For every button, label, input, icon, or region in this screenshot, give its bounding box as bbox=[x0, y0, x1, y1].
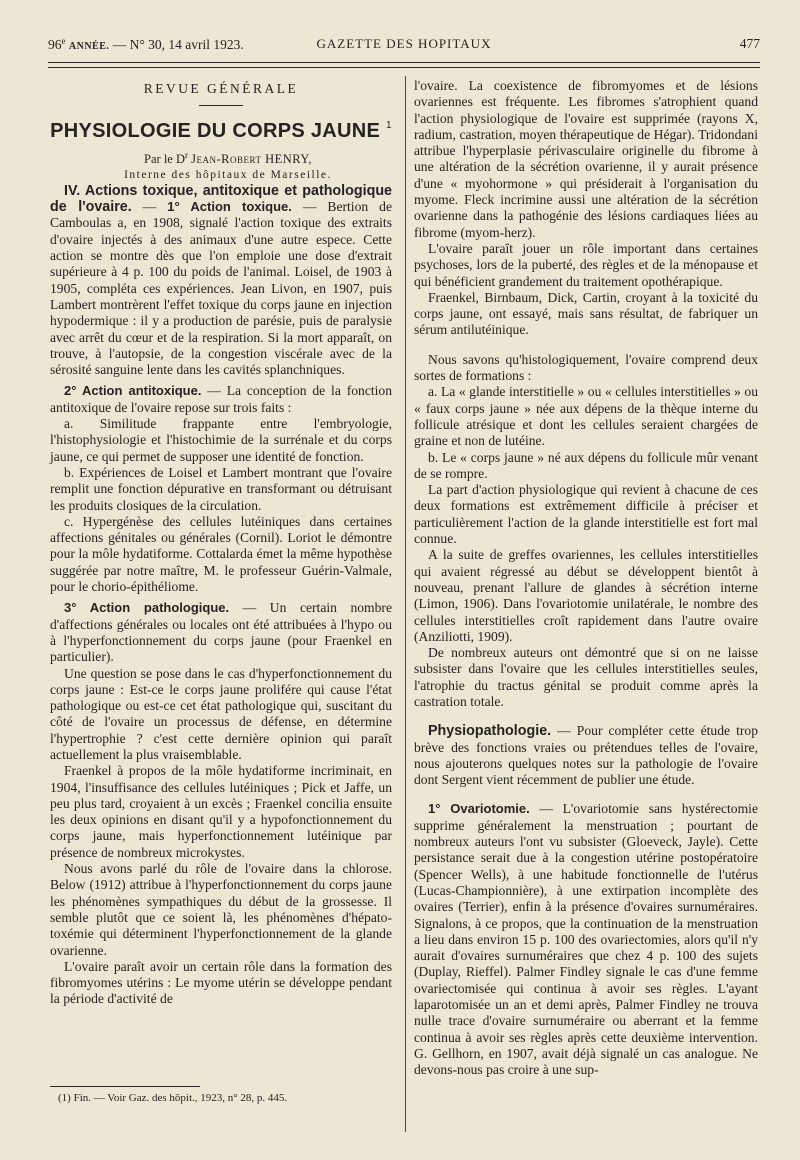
paragraph: a. Similitude frappante entre l'embryologie, l'histophysiologie et l'histochimie de la surrénale et du corps jaune, ce qui permet de supposer une identité de fonction. bbox=[50, 416, 392, 464]
paragraph: L'ovaire paraît jouer un rôle important dans certaines psychoses, lors de la puberté, des règles et de la ménopause et qui bénéficient grandement du traitement opothérapique. bbox=[414, 240, 758, 289]
author-line: Par le $D^r$ Jean-Robert HENRY, bbox=[144, 149, 312, 166]
paragraph: l'ovaire. La coexistence de fibromyomes et de lésions ovariennes est fréquente. Les fibromes s'atrophient quand l'action physiologique de l'ovaire est supprimée (rayons X, radium, castration, moyen thérapeutique de Hégar). Tridondani attribue l'hyperplasie périvasculaire originelle du fibrome à une altération de la sécrétion ovarienne, il y aurait présence d'une « myohormone » qui présiderait à l'organisation du myome. Fleck incrimine aussi une altération de la sécrétion ovarienne dans la pathogénie des lésions cardiaques liées au fibrome (myom-herz). bbox=[414, 78, 758, 240]
paragraph: Fraenkel, Birnbaum, Dick, Cartin, croyant à la toxicité du corps jaune, ont essayé, mais sans résultat, de fabriquer un sérum antilutéinique. bbox=[414, 289, 758, 338]
right-column bbox=[414, 78, 758, 1079]
left-column bbox=[50, 78, 392, 1008]
footnote: (1) Fin. — Voir Gaz. des hôpit., 1923, n° 28, p. 445. bbox=[58, 1092, 288, 1104]
running-header bbox=[48, 36, 760, 56]
issue-info: 96e ANNÉE. — N° 30, 14 avril 1923. bbox=[48, 36, 244, 52]
paragraph: Nous avons parlé du rôle de l'ovaire dans la chlorose. Below (1912) attribue à l'hyperfonctionnement du corps jaune les phénomènes sympathiques du début de la grossesse. Il semble plutôt que ce soient là, les phénomènes d'hépato-toxémie qui déterminent l'hyperfonctionnement de la glande ovarienne. bbox=[50, 861, 392, 958]
paragraph: 3° Action pathologique. — Un certain nombre d'affections générales ou locales ont été attribuées à l'hypo ou à l'hyperfonctionnement du corps jaune (pour Fraenkel en particulier). bbox=[50, 600, 392, 665]
article-title: PHYSIOLOGIE DU CORPS JAUNE $^1$ bbox=[50, 120, 392, 143]
paragraph: L'ovaire paraît avoir un certain rôle dans la formation des fibromyomes utérins : Le myome utérin se développe pendant la période d'activité de bbox=[50, 958, 392, 1007]
header-rule-top bbox=[48, 62, 760, 63]
paragraph: La part d'action physiologique qui revient à chacune de ces deux formations est extrêmement difficile à préciser et particulièrement l'action de la glande interstitielle est fort mal connue. bbox=[414, 482, 758, 547]
paragraph: a. La « glande interstitielle » ou « cellules interstitielles » ou « faux corps jaune » née aux dépens de la thèque interne du follicule atrésique et dont les cellules seraient chargées de graine et non de lutéine. bbox=[414, 384, 758, 449]
paragraph: 1° Ovariotomie. — L'ovariotomie sans hystérectomie supprime généralement la menstruation ; pourtant de nombreux auteurs l'ont vu subsister (Gloeveck, Jayle). Cette persistance serait due à la congestion utérine postopératoire (Spencer Wells), à une habitude fonctionnelle de l'utérus (Lucas-Championnière), à une extirpation incomplète des ovaires (Terrier), enfin à la présence d'ovaires surnuméraires. Signalons, à ce propos, que la continuation de la menstruation a lieu dans environ 15 p. 100 des ovariectomies, alors qu'il n'y aurait d'ovaires surnuméraires que chez 4 p. 100 des sujets (Duplay, Rieffel). Palmer Findley signale le cas d'une femme ovariectomisée qui continua à avoir ses règles. L'ayant laparotomisée un an et demi après, Palmer Findley ne trouva nulle trace d'ovaire surnuméraire ou aberrant et la femme continua à avoir ses règles après cette deuxième intervention. G. Gellhorn, en 1907, avait déjà signalé un cas analogue. Ne devons-nous pas croire à une sup- bbox=[414, 801, 758, 1078]
footnote-rule bbox=[50, 1086, 200, 1087]
paragraph: A la suite de greffes ovariennes, les cellules interstitielles qui avaient régressé au début se développent bientôt à nouveau, prenant l'allure de glandes à sécrétion interne (Limon, 1906). Dans l'ovariotomie unilatérale, le nombre des cellules interstitielles croît rapidement dans l'autre ovaire (Anziliotti, 1909). bbox=[414, 547, 758, 644]
paragraph: Fraenkel à propos de la môle hydatiforme incriminait, en 1904, l'insuffisance des cellules lutéiniques ; Pick et Jaffe, un peu plus tard, croyaient à un excès ; Fraenkel concilia ensuite les deux opinions en disant qu'il y a hypofonctionnement du corps jaune, mais hyperfonctionnement lutéinique par présence de nombreux microkystes. bbox=[50, 763, 392, 860]
paragraph: IV. Actions toxique, antitoxique et pathologique de l'ovaire. — 1° Action toxique. — Bertion de Camboulas a, en 1908, signalé l'action toxique des extraits d'ovaire injectés à des animaux d'une autre espece. Cette action se montre dès que l'on emploie une dose d'extrait supérieure à 4 p. 100 du poids de l'animal. Loisel, de 1903 à 1905, compléta ces expériences. Jean Livon, en 1907, puis Lambert montrèrent l'effet toxique du corps jaune en injection hypodermique : il y a production de parésie, puis de paralysie avec arrêt du cœur et de la respiration. Si la mort apparaît, on trouve, à l'autopsie, de la congestion viscérale avec de la sérosité sanguine lente dans les cavités splanchniques. bbox=[50, 182, 392, 378]
paragraph: Une question se pose dans le cas d'hyperfonctionnement du corps jaune : Est-ce le corps jaune prolifére qui cause l'état pathologique ou est-ce cet état pathologique qui, suscitant du côté de l'ovaire un processus de défense, en détermine l'hypertrophie ? c'est cette dernière opinion qui paraît actuellement la plus vraisemblable. bbox=[50, 665, 392, 762]
section-heading: REVUE GÉNÉRALE bbox=[143, 81, 299, 96]
paragraph: Nous savons qu'histologiquement, l'ovaire comprend deux sortes de formations : bbox=[414, 351, 758, 384]
paragraph: c. Hypergénèse des cellules lutéiniques dans certaines affections génitales ou générales (Cornil). Loriot le démontre pour la môle hydatiforme. Cottalarda émet la même hypothèse suggérée par notre maître, M. le professeur Guérin-Valmale, pour le chorio-épithéliome. bbox=[50, 513, 392, 595]
paragraph: 2° Action antitoxique. — La conception de la fonction antitoxique de l'ovaire repose sur trois faits : bbox=[50, 383, 393, 415]
paragraph: De nombreux auteurs ont démontré que si on ne laisse subsister dans l'ovaire que les cellules interstitielles seules, l'atrophie du tractus génital se produit comme après la castration totale. bbox=[414, 645, 758, 709]
column-divider bbox=[405, 76, 406, 1132]
paragraph: b. Expériences de Loisel et Lambert montrant que l'ovaire remplit une fonction dépurative en transformant ou détruisant les produits closiques de la circulation. bbox=[50, 464, 392, 513]
header-rule-bottom bbox=[48, 67, 760, 68]
paragraph: b. Le « corps jaune » né aux dépens du follicule mûr venant de se rompre. bbox=[414, 449, 758, 481]
page-number: 477 bbox=[739, 36, 760, 51]
title-footnote-mark: 1 bbox=[386, 120, 392, 132]
author-affiliation: Interne des hôpitaux de Marseille. bbox=[124, 168, 332, 181]
section-rule bbox=[199, 105, 243, 106]
journal-name: GAZETTE DES HOPITAUX bbox=[316, 36, 492, 51]
paragraph: Physiopathologie. — Pour compléter cette étude trop brève des fonctions vraies ou prétendues telles de l'ovaire, nous ajouterons quelques notes sur la pathologie de l'ovaire dont Sergent vient récemment de publier une étude. bbox=[414, 723, 758, 788]
